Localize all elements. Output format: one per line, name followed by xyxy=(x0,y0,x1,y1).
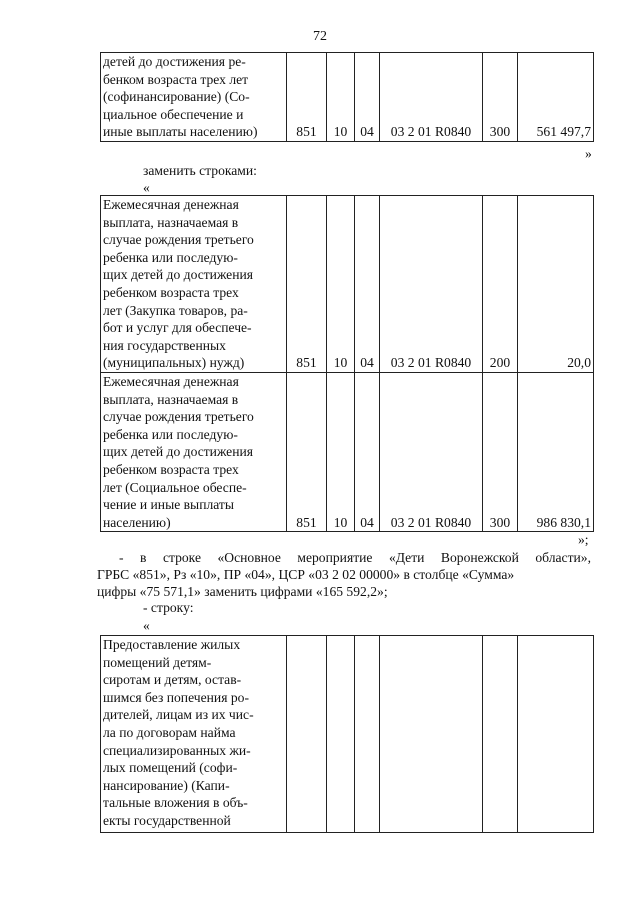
cell-name-line: сиротам и детям, остав- xyxy=(103,672,242,688)
cell-name-line: дителей, лицам из их чис- xyxy=(103,707,254,723)
close-quote: » xyxy=(585,146,592,161)
cell-csr: 03 2 01 R0840 xyxy=(380,372,483,531)
cell-name xyxy=(101,372,287,531)
cell-name-line: случае рождения третьего xyxy=(103,232,254,248)
cell-name-line: иные выплаты населению) xyxy=(103,124,258,140)
cell-name xyxy=(101,53,287,142)
cell-rz xyxy=(327,636,355,833)
cell-vr: 200 xyxy=(483,196,518,373)
open-quote: « xyxy=(143,618,150,633)
page-number: 72 xyxy=(313,29,327,44)
cell-name-line: (софинансирование) (Со- xyxy=(103,89,250,105)
table-row xyxy=(101,636,594,833)
cell-grbs: 851 xyxy=(287,53,327,142)
cell-name-line: тальные вложения в объ- xyxy=(103,795,248,811)
table-body xyxy=(101,636,594,833)
cell-rz: 10 xyxy=(327,196,355,373)
cell-name-line: щих детей до достижения xyxy=(103,444,253,460)
close-quote-semicolon: »; xyxy=(578,532,589,547)
table-body xyxy=(101,53,594,142)
cell-name-line: бенком возраста трех лет xyxy=(103,71,249,87)
cell-name-line: выплата, назначаемая в xyxy=(103,391,239,407)
cell-name-line: ребенком возраста трех xyxy=(103,461,239,477)
cell-name-line: выплата, назначаемая в xyxy=(103,214,239,230)
cell-vr xyxy=(483,636,518,833)
cell-name-line: шимся без попечения ро- xyxy=(103,689,249,705)
cell-name-line: ребенком возраста трех xyxy=(103,284,239,300)
cell-grbs: 851 xyxy=(287,372,327,531)
cell-name-line: щих детей до достижения xyxy=(103,267,253,283)
cell-pr: 04 xyxy=(355,196,380,373)
cell-name-line: Ежемесячная денежная xyxy=(103,197,239,212)
cell-grbs xyxy=(287,636,327,833)
paragraph-line-3: цифры «75 571,1» заменить цифрами «165 592,2»; xyxy=(97,584,388,599)
cell-name xyxy=(101,196,287,373)
cell-name-line: нансирование) (Капи- xyxy=(103,777,230,793)
cell-name-line: екты государственной xyxy=(103,812,231,828)
cell-name-line: ребенка или последую- xyxy=(103,426,238,442)
cell-name-line: чение и иные выплаты xyxy=(103,497,235,513)
paragraph-line-2: ГРБС «851», Рз «10», ПР «04», ЦСР «03 2 02 00000» в столбце «Сумма» xyxy=(97,567,515,582)
table-row xyxy=(101,372,594,531)
budget-table-original xyxy=(100,52,594,142)
cell-vr: 300 xyxy=(483,53,518,142)
cell-pr: 04 xyxy=(355,372,380,531)
cell-pr: 04 xyxy=(355,53,380,142)
cell-grbs: 851 xyxy=(287,196,327,373)
cell-csr: 03 2 01 R0840 xyxy=(380,53,483,142)
cell-name-line: Ежемесячная денежная xyxy=(103,373,239,389)
cell-sum: 20,0 xyxy=(518,196,594,373)
cell-name-line: ла по договорам найма xyxy=(103,724,236,740)
cell-name-line: случае рождения третьего xyxy=(103,409,254,425)
cell-name-line: циальное обеспечение и xyxy=(103,106,244,122)
string-label: - строку: xyxy=(143,600,194,615)
table-body xyxy=(101,196,594,532)
cell-name-line: Предоставление жилых xyxy=(103,637,241,652)
budget-table-replacement xyxy=(100,195,594,532)
cell-name-line: детей до достижения ре- xyxy=(103,54,246,69)
cell-name-line: специализированных жи- xyxy=(103,742,251,758)
cell-csr xyxy=(380,636,483,833)
open-quote: « xyxy=(143,180,150,195)
replace-instruction: заменить строками: xyxy=(143,163,257,178)
budget-table-row-to-replace xyxy=(100,635,594,833)
cell-name-line: лет (Социальное обеспе- xyxy=(103,479,247,495)
cell-name-line: лет (Закупка товаров, ра- xyxy=(103,302,248,318)
cell-sum: 986 830,1 xyxy=(518,372,594,531)
cell-name-line: бот и услуг для обеспече- xyxy=(103,320,252,336)
cell-name-line: ребенка или последую- xyxy=(103,249,238,265)
table-row xyxy=(101,196,594,373)
cell-rz: 10 xyxy=(327,53,355,142)
cell-name-line: лых помещений (софи- xyxy=(103,760,238,776)
cell-rz: 10 xyxy=(327,372,355,531)
cell-sum: 561 497,7 xyxy=(518,53,594,142)
cell-name-line: (муниципальных) нужд) xyxy=(103,355,245,371)
cell-name-line: помещений детям- xyxy=(103,654,212,670)
cell-sum xyxy=(518,636,594,833)
cell-vr: 300 xyxy=(483,372,518,531)
cell-csr: 03 2 01 R0840 xyxy=(380,196,483,373)
cell-name-line: населению) xyxy=(103,514,171,530)
table-row xyxy=(101,53,594,142)
cell-pr xyxy=(355,636,380,833)
paragraph-line-1: - в строке «Основное мероприятие «Дети Воронежской области», xyxy=(119,550,591,565)
cell-name-line: ния государственных xyxy=(103,337,226,353)
cell-name xyxy=(101,636,287,833)
